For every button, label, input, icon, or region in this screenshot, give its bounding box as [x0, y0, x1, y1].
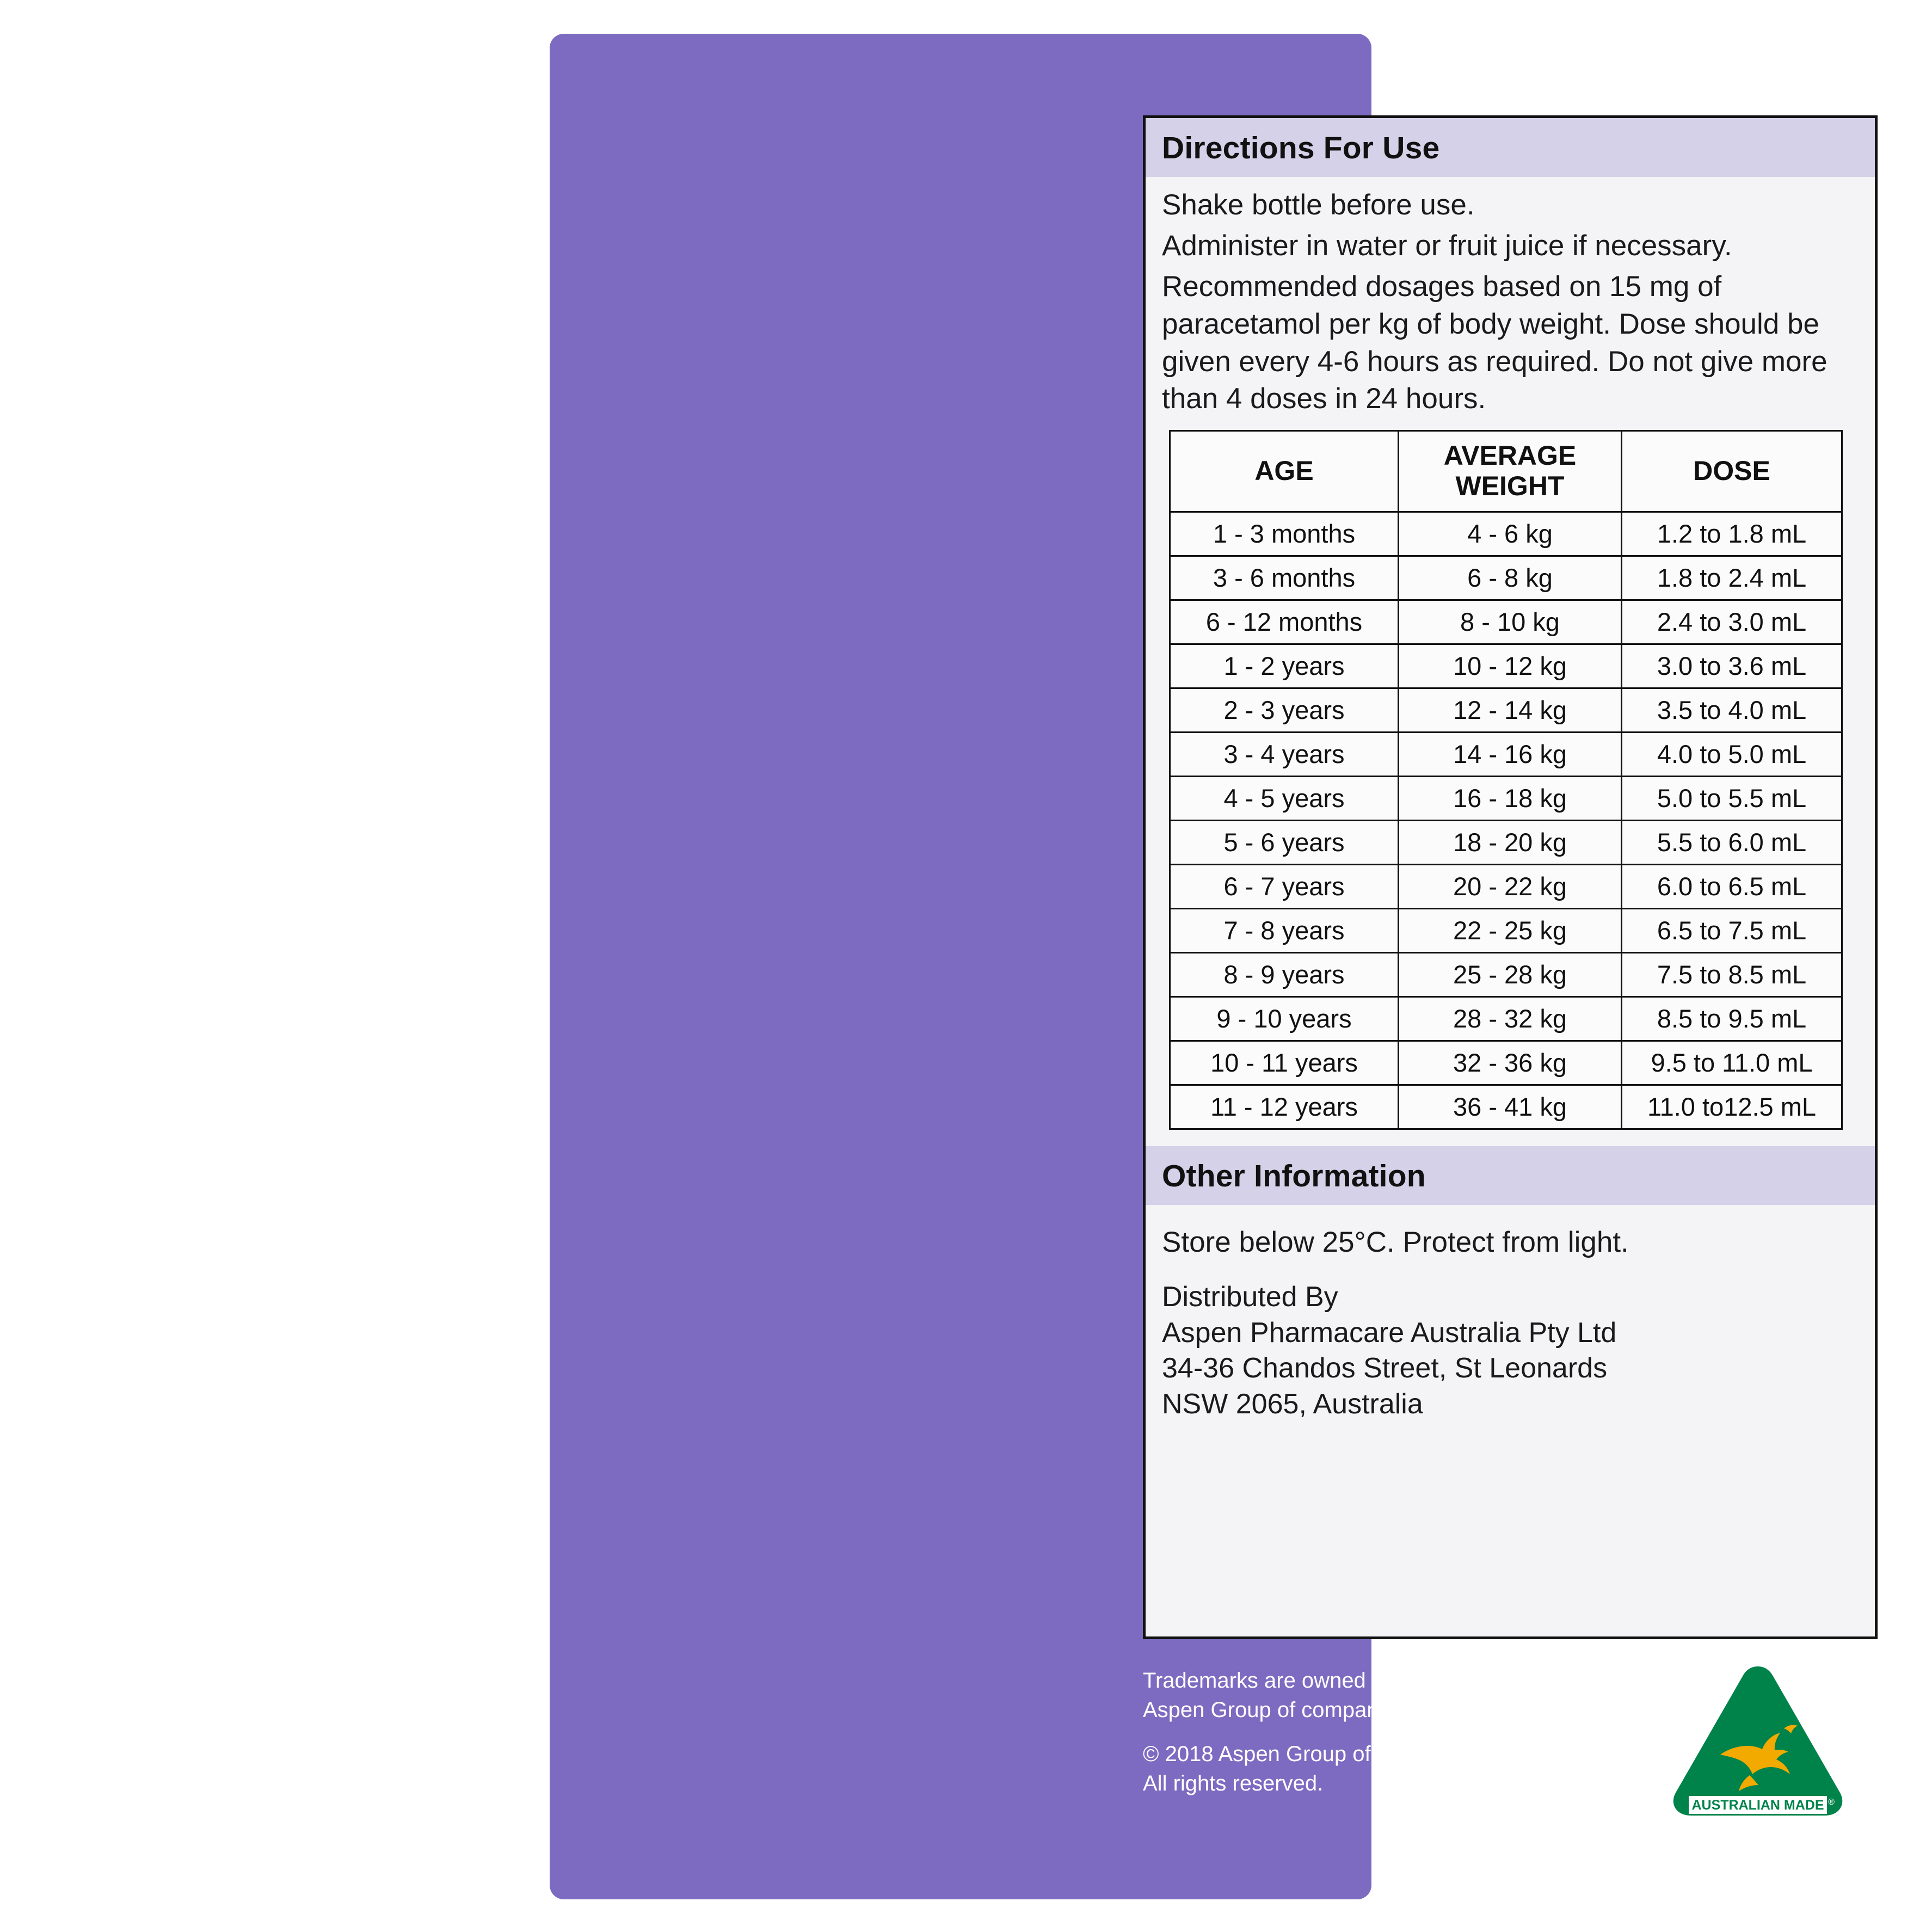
cell-age: 10 - 11 years	[1170, 1041, 1399, 1085]
cell-weight: 14 - 16 kg	[1399, 733, 1622, 777]
distributed-by-label: Distributed By	[1162, 1281, 1338, 1313]
cell-weight: 22 - 25 kg	[1399, 909, 1622, 953]
table-row	[1170, 688, 1842, 733]
cell-weight: 10 - 12 kg	[1399, 644, 1622, 688]
australian-made-banner-text: AUSTRALIAN MADE	[1691, 1798, 1824, 1813]
table-row	[1170, 1085, 1842, 1129]
cell-age: 8 - 9 years	[1170, 953, 1399, 997]
table-row	[1170, 1041, 1842, 1085]
product-carton-panel	[550, 34, 1835, 1899]
cell-age: 3 - 6 months	[1170, 556, 1399, 600]
column-header-average-weight-line1: AVERAGE	[1443, 440, 1577, 471]
cell-weight: 8 - 10 kg	[1399, 600, 1622, 644]
cell-weight: 36 - 41 kg	[1399, 1085, 1622, 1129]
cell-age: 5 - 6 years	[1170, 821, 1399, 865]
footer-legal-text	[1143, 1666, 1622, 1813]
cell-dose: 1.2 to 1.8 mL	[1622, 512, 1842, 556]
table-row	[1170, 556, 1842, 600]
other-information-heading: Other Information	[1162, 1159, 1426, 1194]
cell-dose: 6.0 to 6.5 mL	[1622, 865, 1842, 909]
cell-weight: 25 - 28 kg	[1399, 953, 1622, 997]
cell-weight: 18 - 20 kg	[1399, 821, 1622, 865]
registered-mark: ®	[1828, 1798, 1835, 1807]
column-header-dose: DOSE	[1622, 431, 1842, 512]
table-row	[1170, 953, 1842, 997]
trademark-notice: Trademarks are owned by or licensed to the Aspen Group of companies.	[1143, 1669, 1567, 1722]
directions-paragraph-dosage: Recommended dosages based on 15 mg of paracetamol per kg of body weight. Dose should be given every 4-6 hours as required. Do not give more than 4 doses in 24 hours.	[1162, 270, 1828, 415]
cell-dose: 8.5 to 9.5 mL	[1622, 997, 1842, 1041]
table-row	[1170, 644, 1842, 688]
cell-age: 9 - 10 years	[1170, 997, 1399, 1041]
cell-dose: 2.4 to 3.0 mL	[1622, 600, 1842, 644]
cell-dose: 3.0 to 3.6 mL	[1622, 644, 1842, 688]
cell-dose: 3.5 to 4.0 mL	[1622, 688, 1842, 733]
table-row	[1170, 733, 1842, 777]
cell-age: 6 - 12 months	[1170, 600, 1399, 644]
directions-heading-band	[1146, 118, 1875, 177]
table-row	[1170, 821, 1842, 865]
cell-dose: 5.0 to 5.5 mL	[1622, 777, 1842, 821]
other-information-body	[1146, 1205, 1875, 1422]
cell-age: 1 - 3 months	[1170, 512, 1399, 556]
distributor-block	[1162, 1279, 1859, 1422]
cell-dose: 11.0 to12.5 mL	[1622, 1085, 1842, 1129]
table-row	[1170, 777, 1842, 821]
cell-weight: 6 - 8 kg	[1399, 556, 1622, 600]
cell-age: 2 - 3 years	[1170, 688, 1399, 733]
cell-weight: 32 - 36 kg	[1399, 1041, 1622, 1085]
distributor-street: 34-36 Chandos Street, St Leonards	[1162, 1352, 1608, 1385]
column-header-age: AGE	[1170, 431, 1399, 512]
cell-weight: 12 - 14 kg	[1399, 688, 1622, 733]
directions-body	[1146, 177, 1875, 1130]
cell-dose: 4.0 to 5.0 mL	[1622, 733, 1842, 777]
table-row	[1170, 512, 1842, 556]
cell-weight: 4 - 6 kg	[1399, 512, 1622, 556]
table-row	[1170, 865, 1842, 909]
cell-dose: 1.8 to 2.4 mL	[1622, 556, 1842, 600]
storage-instructions: Store below 25°C. Protect from light.	[1162, 1226, 1629, 1259]
cell-weight: 20 - 22 kg	[1399, 865, 1622, 909]
table-row	[1170, 909, 1842, 953]
cell-age: 3 - 4 years	[1170, 733, 1399, 777]
cell-age: 11 - 12 years	[1170, 1085, 1399, 1129]
table-row	[1170, 600, 1842, 644]
directions-paragraph-administer: Administer in water or fruit juice if necessary.	[1162, 229, 1732, 262]
cell-weight: 28 - 32 kg	[1399, 997, 1622, 1041]
cell-dose: 9.5 to 11.0 mL	[1622, 1041, 1842, 1085]
other-information-heading-band	[1146, 1146, 1875, 1205]
column-header-average-weight-line2: WEIGHT	[1455, 471, 1565, 502]
directions-heading: Directions For Use	[1162, 131, 1440, 165]
cell-dose: 5.5 to 6.0 mL	[1622, 821, 1842, 865]
cell-age: 1 - 2 years	[1170, 644, 1399, 688]
distributor-name: Aspen Pharmacare Australia Pty Ltd	[1162, 1316, 1617, 1349]
dosage-table	[1169, 430, 1843, 1130]
directions-paragraph-shake: Shake bottle before use.	[1162, 189, 1475, 221]
copyright-notice: © 2018 Aspen Group of companies or its licensor. All rights reserved.	[1143, 1742, 1621, 1795]
cell-weight: 16 - 18 kg	[1399, 777, 1622, 821]
carton-footer	[1143, 1666, 1878, 1884]
information-panel	[1143, 115, 1878, 1639]
cell-age: 6 - 7 years	[1170, 865, 1399, 909]
column-header-average-weight	[1399, 431, 1622, 512]
distributor-region: NSW 2065, Australia	[1162, 1388, 1423, 1420]
australian-made-logo	[1668, 1659, 1848, 1822]
cell-age: 7 - 8 years	[1170, 909, 1399, 953]
table-header-row	[1170, 431, 1842, 512]
table-row	[1170, 997, 1842, 1041]
cell-age: 4 - 5 years	[1170, 777, 1399, 821]
cell-dose: 7.5 to 8.5 mL	[1622, 953, 1842, 997]
cell-dose: 6.5 to 7.5 mL	[1622, 909, 1842, 953]
